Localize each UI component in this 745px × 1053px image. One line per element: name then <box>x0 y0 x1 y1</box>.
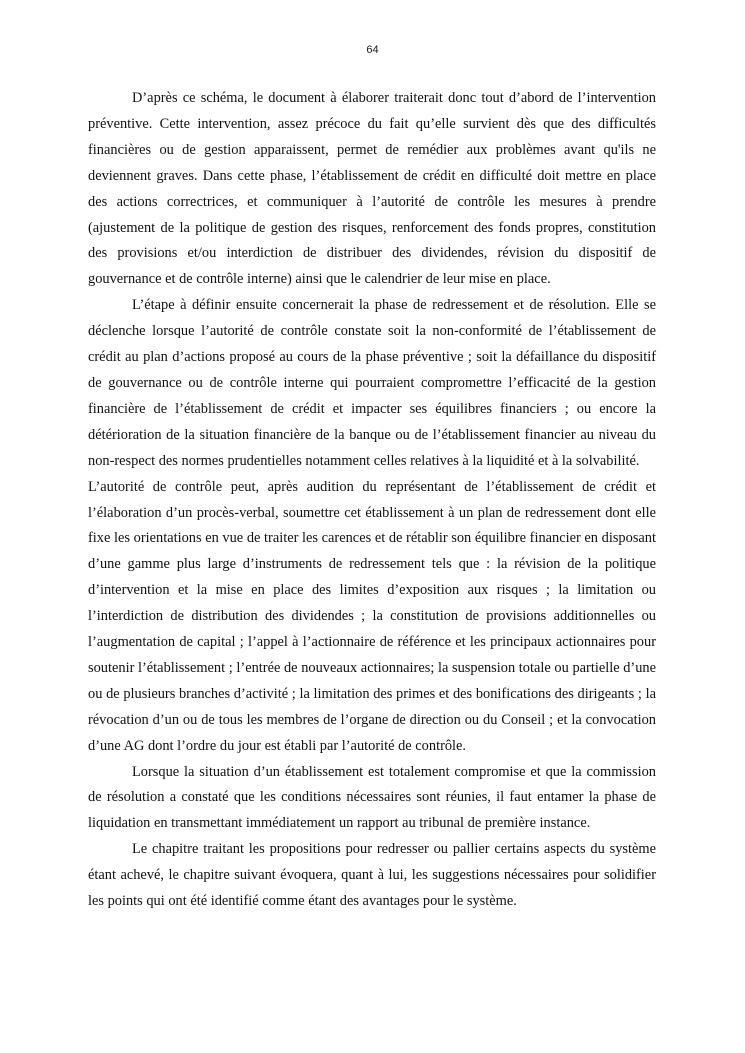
page-number: 64 <box>366 44 379 56</box>
body-text <box>88 86 656 915</box>
paragraph-preventive-intervention: D’après ce schéma, le document à élaborer traiterait donc tout d’abord de l’intervention préventive. Cette intervention, assez précoce du fait qu’elle survient dès que des difficultés financières ou de gestion apparaissent, permet de remédier aux problèmes avant qu'ils ne deviennent graves. Dans cette phase, l’établissement de crédit en difficulté doit mettre en place des actions correctrices, et communiquer à l’autorité de contrôle les mesures à prendre (ajustement de la politique de gestion des risques, renforcement des fonds propres, constitution des provisions et/ou interdiction de distribuer des dividendes, révision du dispositif de gouvernance et de contrôle interne) ainsi que le calendrier de leur mise en place. <box>88 90 656 288</box>
paragraph-chapter-transition: Le chapitre traitant les propositions pour redresser ou pallier certains aspects du système étant achevé, le chapitre suivant évoquera, quant à lui, les suggestions nécessaires pour solidifier les points qui ont été identifié comme étant des avantages pour le système. <box>88 841 656 910</box>
paragraph-control-authority-powers: L’autorité de contrôle peut, après audition du représentant de l’établissement de crédit et l’élaboration d’un procès-verbal, soumettre cet établissement à un plan de redressement dont elle fixe les orientations en vue de traiter les carences et de rétablir son équilibre financier en disposant d’une gamme plus large d’instruments de redressement tels que : la révision de la politique d’intervention et la mise en place des limites d’exposition aux risques ; la limitation ou l’interdiction de distribution des dividendes ; la constitution de provisions additionnelles ou l’augmentation de capital ; l’appel à l’actionnaire de référence et les principaux actionnaires pour soutenir l’établissement ; l’entrée de nouveaux actionnaires; la suspension totale ou partielle d’une ou de plusieurs branches d’activité ; la limitation des primes et des bonifications des dirigeants ; la révocation d’un ou de tous les membres de l’organe de direction ou du Conseil ; et la convocation d’une AG dont l’ordre du jour est établi par l’autorité de contrôle. <box>88 478 656 754</box>
paragraph-liquidation-phase: Lorsque la situation d’un établissement est totalement compromise et que la commission de résolution a constaté que les conditions nécessaires sont réunies, il faut entamer la phase de liquidation en transmettant immédiatement un rapport au tribunal de première instance. <box>88 763 656 832</box>
paragraph-recovery-resolution-phase: L’étape à définir ensuite concernerait la phase de redressement et de résolution. Elle se déclenche lorsque l’autorité de contrôle constate soit la non-conformité de l’établissement de crédit au plan d’actions proposé au cours de la phase préventive ; soit la défaillance du dispositif de gouvernance ou de contrôle interne qui pourraient compromettre l’efficacité de la gestion financière de l’établissement de crédit et impacter ses équilibres financiers ; ou encore la détérioration de la situation financière de la banque ou de l’établissement financier au niveau du non-respect des normes prudentielles notamment celles relatives à la liquidité et à la solvabilité. <box>88 297 656 469</box>
